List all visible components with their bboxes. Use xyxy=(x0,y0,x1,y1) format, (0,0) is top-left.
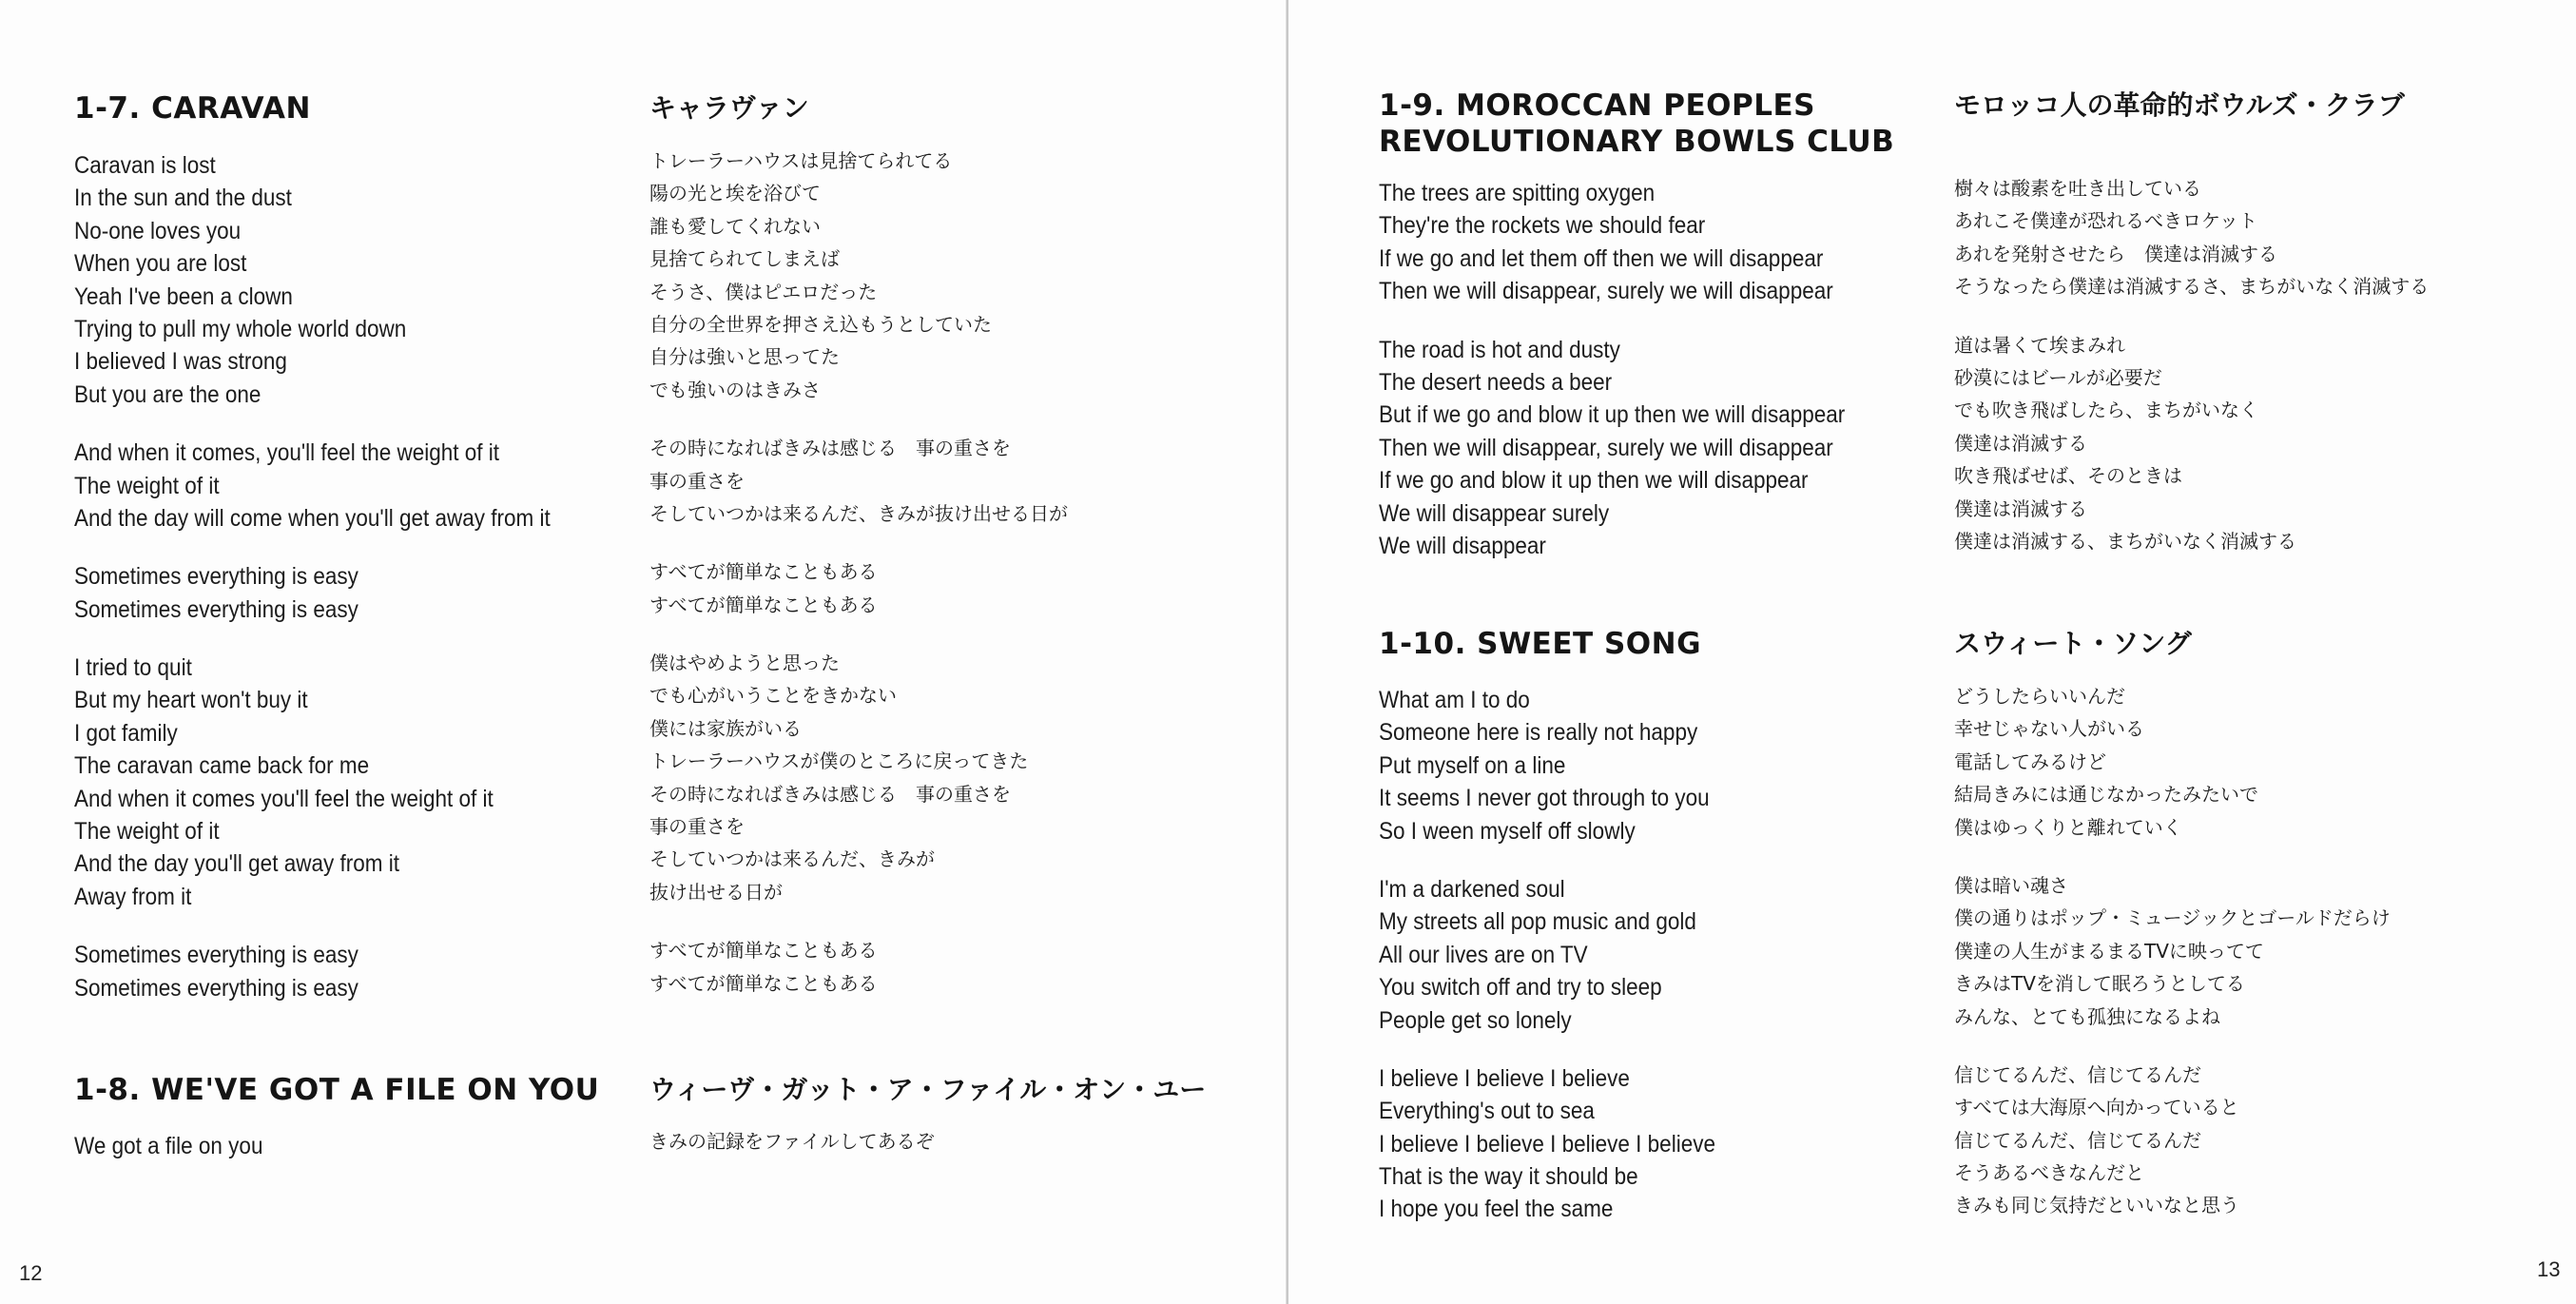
lyric-line-jp: でも強いのはきみさ xyxy=(649,378,821,401)
lyric-line-en: We will disappear surely xyxy=(1379,499,1610,527)
lyric-line-en: And the day you'll get away from it xyxy=(74,850,399,878)
stanza-gap xyxy=(74,626,603,652)
lyric-line-en: But you are the one xyxy=(74,380,261,408)
stanza-gap xyxy=(649,530,1068,555)
lyric-line-jp: みんな、とても孤独になるよね xyxy=(1954,1004,2220,1028)
lyric-line-en: I tried to quit xyxy=(74,654,192,682)
stanza-gap xyxy=(74,411,603,437)
lyrics-en xyxy=(74,149,603,1004)
lyric-line-en: What am I to do xyxy=(1379,687,1530,713)
stanza-gap xyxy=(1379,1037,1753,1062)
lyric-line-en: Sometimes everything is easy xyxy=(74,595,358,623)
lyric-line-en: They're the rockets we should fear xyxy=(1379,212,1706,240)
lyric-line-jp: 陽の光と埃を浴びて xyxy=(649,182,821,205)
stanza-gap xyxy=(649,621,1068,647)
lyric-line-en: People get so lonely xyxy=(1379,1006,1572,1034)
lyric-line-en: I hope you feel the same xyxy=(1379,1196,1614,1223)
lyric-line-en: The caravan came back for me xyxy=(74,752,370,780)
stanza xyxy=(1379,177,1897,308)
lyric-line-jp: 僕は暗い魂さ xyxy=(1954,873,2068,897)
stanza xyxy=(1954,329,2429,558)
lyric-line-jp: 自分の全世界を押さえ込もうとしていた xyxy=(649,312,992,336)
lyric-line-en: My streets all pop music and gold xyxy=(1379,908,1696,936)
right-page xyxy=(1288,0,2576,1304)
lyric-line-en: And when it comes, you'll feel the weight of it xyxy=(74,439,500,467)
lyric-line-en: Caravan is lost xyxy=(74,152,216,179)
lyric-line-jp: 僕達は消滅する、まちがいなく消滅する xyxy=(1954,529,2296,553)
lyric-line-en: In the sun and the dust xyxy=(74,185,292,212)
lyric-line-jp: 僕達は消滅する xyxy=(1954,431,2087,455)
lyric-line-en: The desert needs a beer xyxy=(1379,368,1613,396)
page-number: 13 xyxy=(2537,1257,2561,1281)
lyric-line-jp: あれを発射させたら 僕達は消滅する xyxy=(1954,242,2277,265)
lyric-line-jp: でも心がいうことをきかない xyxy=(649,684,897,708)
lyric-line-jp: 自分は強いと思ってた xyxy=(649,345,840,369)
stanza xyxy=(649,145,1068,406)
lyrics-en xyxy=(1379,177,1897,562)
stanza-gap xyxy=(649,908,1068,934)
lyric-line-en: When you are lost xyxy=(74,250,247,278)
lyric-line-en: Sometimes everything is easy xyxy=(74,563,358,591)
lyric-line-en: Someone here is really not happy xyxy=(1379,719,1698,747)
lyric-line-jp: すべてが簡単なこともある xyxy=(649,560,878,584)
lyric-line-en: I'm a darkened soul xyxy=(1379,875,1565,903)
stanza xyxy=(74,149,603,411)
lyrics-jp xyxy=(649,145,1068,1000)
stanza-gap xyxy=(1379,847,1753,873)
lyric-line-jp: すべては大海原へ向かっていると xyxy=(1954,1096,2239,1119)
stanza-gap xyxy=(1954,303,2429,329)
lyric-line-jp: 砂漠にはビールが必要だ xyxy=(1954,365,2162,389)
lyric-line-en: Put myself on a line xyxy=(1379,751,1566,779)
lyric-line-jp: トレーラーハウスが僕のところに戻ってきた xyxy=(649,749,1029,773)
lyric-line-jp: きみの記録をファイルしてあるぞ xyxy=(649,1130,935,1153)
lyric-line-en: And the day will come when you'll get away from it xyxy=(74,504,551,532)
lyric-line-jp: そしていつかは来るんだ、きみが抜け出せる日が xyxy=(649,501,1068,525)
lyric-line-jp: 僕はゆっくりと離れていく xyxy=(1954,815,2182,839)
lyric-line-en: I believe I believe I believe I believe xyxy=(1379,1130,1715,1158)
page-number: 12 xyxy=(19,1261,43,1285)
lyric-line-en: Yeah I've been a clown xyxy=(74,282,293,310)
lyric-line-en: But my heart won't buy it xyxy=(74,687,308,714)
stanza xyxy=(74,939,603,1004)
lyric-line-en: We will disappear xyxy=(1379,532,1546,559)
lyrics-en xyxy=(74,1130,284,1162)
lyric-line-jp: 幸せじゃない人がいる xyxy=(1954,717,2144,741)
song-title-en: 1-7. CARAVAN xyxy=(74,91,311,126)
lyric-line-jp: 事の重さを xyxy=(649,469,745,493)
lyric-line-en: The weight of it xyxy=(74,818,220,846)
lyric-line-jp: すべてが簡単なこともある xyxy=(649,939,878,963)
lyric-line-en: It seems I never got through to you xyxy=(1379,785,1710,812)
lyric-line-jp: 僕には家族がいる xyxy=(649,716,802,740)
stanza xyxy=(1954,1059,2391,1222)
lyric-line-en: Trying to pull my whole world down xyxy=(74,315,407,342)
lyric-line-jp: 僕達の人生がまるまるTVに映ってて xyxy=(1954,939,2264,963)
stanza xyxy=(74,437,603,535)
lyric-line-en: All our lives are on TV xyxy=(1379,941,1588,968)
stanza xyxy=(649,555,1068,621)
song-title-jp: キャラヴァン xyxy=(649,92,809,124)
lyric-line-jp: そうあるべきなんだと xyxy=(1954,1161,2144,1185)
lyric-line-jp: 僕達は消滅する xyxy=(1954,496,2087,520)
lyric-line-en: If we go and let them off then we will disappear xyxy=(1379,244,1824,272)
lyric-line-jp: トレーラーハウスは見捨てられてる xyxy=(649,149,953,172)
lyric-line-jp: 道は暑くて埃まみれ xyxy=(1954,333,2125,357)
song-title-jp: モロッコ人の革命的ボウルズ・クラブ xyxy=(1954,89,2405,121)
song-title-en: 1-9. MOROCCAN PEOPLES REVOLUTIONARY BOWLS CLUB xyxy=(1379,88,1895,159)
lyric-line-en: I got family xyxy=(74,719,178,747)
lyric-line-jp: 抜け出せる日が xyxy=(649,880,783,904)
lyric-line-jp: 誰も愛してくれない xyxy=(649,214,821,238)
stanza xyxy=(649,934,1068,1000)
stanza xyxy=(1379,684,1753,847)
lyric-line-en: Everything's out to sea xyxy=(1379,1098,1595,1125)
song-title-jp: ウィーヴ・ガット・ア・ファイル・オン・ユー xyxy=(649,1074,1207,1105)
lyric-line-en: I believe I believe I believe xyxy=(1379,1064,1630,1092)
lyric-line-jp: でも吹き飛ばしたら、まちがいなく xyxy=(1954,399,2258,422)
lyric-line-jp: そうさ、僕はピエロだった xyxy=(649,280,878,303)
stanza xyxy=(1954,680,2391,844)
lyric-line-en: If we go and blow it up then we will disappear xyxy=(1379,467,1809,495)
lyric-line-en: The weight of it xyxy=(74,472,220,499)
lyric-line-en: I believed I was strong xyxy=(74,348,287,376)
lyric-line-jp: その時になればきみは感じる 事の重さを xyxy=(649,782,1011,806)
stanza xyxy=(74,652,603,913)
stanza xyxy=(649,647,1068,908)
lyrics-jp xyxy=(1954,172,2429,557)
lyric-line-jp: きみはTVを消して眠ろうとしてる xyxy=(1954,972,2245,996)
stanza xyxy=(1379,873,1753,1037)
lyric-line-en: You switch off and try to sleep xyxy=(1379,974,1662,1002)
lyric-line-en: But if we go and blow it up then we will disappear xyxy=(1379,401,1846,429)
lyric-line-en: No-one loves you xyxy=(74,217,242,244)
stanza xyxy=(1954,172,2429,303)
lyric-line-en: And when it comes you'll feel the weight of it xyxy=(74,785,494,812)
lyric-line-en: Away from it xyxy=(74,883,192,910)
stanza xyxy=(1379,1062,1753,1226)
lyric-line-jp: 見捨てられてしまえば xyxy=(649,247,840,271)
stanza xyxy=(649,1125,935,1158)
lyric-line-jp: 吹き飛ばせば、そのときは xyxy=(1954,464,2182,488)
lyric-line-jp: 事の重さを xyxy=(649,815,745,839)
lyric-line-jp: 僕はやめようと思った xyxy=(649,652,840,675)
lyric-line-jp: どうしたらいいんだ xyxy=(1954,685,2125,708)
stanza xyxy=(74,560,603,626)
lyric-line-jp: 結局きみには通じなかったみたいで xyxy=(1954,783,2258,807)
lyric-line-jp: そしていつかは来るんだ、きみが xyxy=(649,847,935,871)
lyric-line-en: The trees are spitting oxygen xyxy=(1379,180,1656,206)
lyric-line-jp: 電話してみるけど xyxy=(1954,749,2106,773)
lyric-line-jp: すべてが簡単なこともある xyxy=(649,971,878,995)
lyric-line-en: That is the way it should be xyxy=(1379,1163,1638,1191)
lyric-line-en: Sometimes everything is easy xyxy=(74,974,358,1002)
lyrics-jp xyxy=(649,1125,935,1158)
lyric-line-en: So I ween myself off slowly xyxy=(1379,817,1636,845)
song-title-jp: スウィート・ソング xyxy=(1954,628,2192,659)
lyric-line-en: Then we will disappear, surely we will disappear xyxy=(1379,434,1833,461)
stanza-gap xyxy=(74,535,603,560)
lyric-line-jp: すべてが簡単なこともある xyxy=(649,593,878,616)
lyric-line-en: We got a file on you xyxy=(74,1133,263,1159)
lyric-line-jp: あれこそ僕達が恐れるべきロケット xyxy=(1954,209,2257,233)
lyric-line-jp: きみも同じ気持だといいなと思う xyxy=(1954,1194,2239,1217)
lyrics-jp xyxy=(1954,680,2391,1222)
song-title-en: 1-10. SWEET SONG xyxy=(1379,627,1702,661)
lyric-line-en: The road is hot and dusty xyxy=(1379,336,1620,363)
stanza-gap xyxy=(74,913,603,939)
stanza-gap xyxy=(649,406,1068,432)
lyric-line-en: Then we will disappear, surely we will disappear xyxy=(1379,278,1833,305)
song-title-en: 1-8. WE'VE GOT A FILE ON YOU xyxy=(74,1073,600,1107)
lyric-line-jp: 僕の通りはポップ・ミュージックとゴールドだらけ xyxy=(1954,906,2391,930)
stanza xyxy=(649,432,1068,530)
lyric-line-jp: 樹々は酸素を吐き出している xyxy=(1954,177,2201,200)
lyric-line-en: Sometimes everything is easy xyxy=(74,942,358,969)
stanza xyxy=(1954,869,2391,1033)
stanza-gap xyxy=(1954,844,2391,869)
stanza-gap xyxy=(1379,308,1897,334)
stanza xyxy=(1379,334,1897,563)
lyric-line-jp: 信じてるんだ、信じてるんだ xyxy=(1954,1062,2201,1086)
lyric-line-jp: 信じてるんだ、信じてるんだ xyxy=(1954,1128,2201,1152)
lyric-line-jp: その時になればきみは感じる 事の重さを xyxy=(649,437,1011,460)
lyrics-en xyxy=(1379,684,1753,1226)
stanza xyxy=(74,1130,284,1162)
lyric-line-jp: そうなったら僕達は消滅するさ、まちがいなく消滅する xyxy=(1954,275,2430,299)
stanza-gap xyxy=(1954,1033,2391,1059)
